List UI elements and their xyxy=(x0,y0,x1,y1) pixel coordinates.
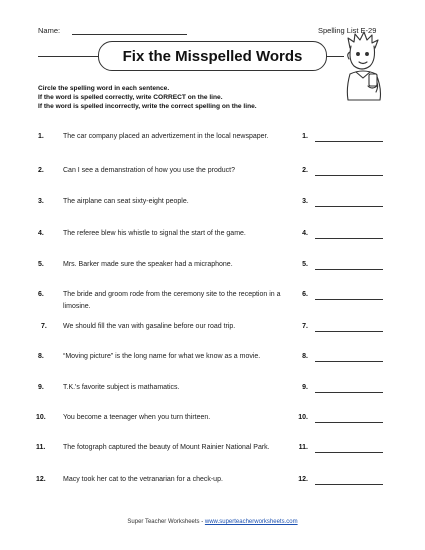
question-number: 11. xyxy=(36,444,46,451)
name-label: Name: xyxy=(38,26,61,35)
instructions xyxy=(38,84,257,111)
answer-number: 8. xyxy=(302,353,308,360)
question-number: 8. xyxy=(38,353,44,360)
footer-separator: - xyxy=(201,519,204,525)
answer-number: 2. xyxy=(302,167,308,174)
question-text: We should fill the van with gasaline before our road trip. xyxy=(63,323,236,330)
question-text: Mrs. Barker made sure the speaker had a micraphone. xyxy=(63,261,233,268)
answer-number: 9. xyxy=(302,384,308,391)
question-number: 4. xyxy=(38,230,44,237)
footer-brand: Super Teacher Worksheets xyxy=(127,519,200,525)
answer-line[interactable] xyxy=(315,206,383,207)
question-number: 12. xyxy=(36,476,46,483)
question-number: 5. xyxy=(38,261,44,268)
page-title: Fix the Misspelled Words xyxy=(98,41,327,71)
instruction-line: If the word is spelled correctly, write CORRECT on the line. xyxy=(38,94,223,101)
answer-number: 4. xyxy=(302,230,308,237)
answer-line[interactable] xyxy=(315,299,383,300)
question-text: “Moving picture” is the long name for what we know as a movie. xyxy=(63,353,261,360)
question-text: Can I see a demanstration of how you use the product? xyxy=(63,167,235,174)
answer-line[interactable] xyxy=(315,484,383,485)
footer xyxy=(0,519,425,525)
question-number: 10. xyxy=(36,414,46,421)
answer-number: 1. xyxy=(302,133,308,140)
question-text: The referee blew his whistle to signal the start of the game. xyxy=(63,230,246,237)
answer-line[interactable] xyxy=(315,141,383,142)
question-number: 2. xyxy=(38,167,44,174)
question-number: 7. xyxy=(41,323,47,330)
question-text: The fotograph captured the beauty of Mount Rainier National Park. xyxy=(63,444,270,451)
answer-number: 6. xyxy=(302,291,308,298)
question-number: 6. xyxy=(38,291,44,298)
title-rule-left xyxy=(38,56,98,57)
question-text: You become a teenager when you turn thirteen. xyxy=(63,414,211,421)
answer-line[interactable] xyxy=(315,175,383,176)
answer-number: 12. xyxy=(298,476,308,483)
question-number: 1. xyxy=(38,133,44,140)
instruction-line: If the word is spelled incorrectly, write the correct spelling on the line. xyxy=(38,103,257,110)
question-text: The bride and groom rode from the ceremony site to the reception in a limosine. xyxy=(63,291,281,310)
question-text: The car company placed an advertizement in the local newspaper. xyxy=(63,133,269,140)
answer-number: 7. xyxy=(302,323,308,330)
answer-line[interactable] xyxy=(315,361,383,362)
question-text: Macy took her cat to the vetranarian for a check-up. xyxy=(63,476,223,483)
answer-line[interactable] xyxy=(315,331,383,332)
question-text: T.K.'s favorite subject is mathamatics. xyxy=(63,384,180,391)
answer-number: 5. xyxy=(302,261,308,268)
question-number: 9. xyxy=(38,384,44,391)
answer-line[interactable] xyxy=(315,452,383,453)
answer-line[interactable] xyxy=(315,392,383,393)
instruction-line: Circle the spelling word in each sentence. xyxy=(38,85,170,92)
question-number: 3. xyxy=(38,198,44,205)
answer-number: 11. xyxy=(298,444,308,451)
answer-line[interactable] xyxy=(315,269,383,270)
answer-line[interactable] xyxy=(315,238,383,239)
footer-link[interactable]: www.superteacherworksheets.com xyxy=(204,519,298,525)
answer-number: 10. xyxy=(298,414,308,421)
spelling-list-label: Spelling List E-29 xyxy=(318,26,377,35)
answer-number: 3. xyxy=(302,198,308,205)
boy-with-phone-illustration xyxy=(338,30,388,102)
answer-line[interactable] xyxy=(315,422,383,423)
question-text: The airplane can seat sixty-eight people. xyxy=(63,198,189,205)
name-field[interactable] xyxy=(72,34,187,35)
